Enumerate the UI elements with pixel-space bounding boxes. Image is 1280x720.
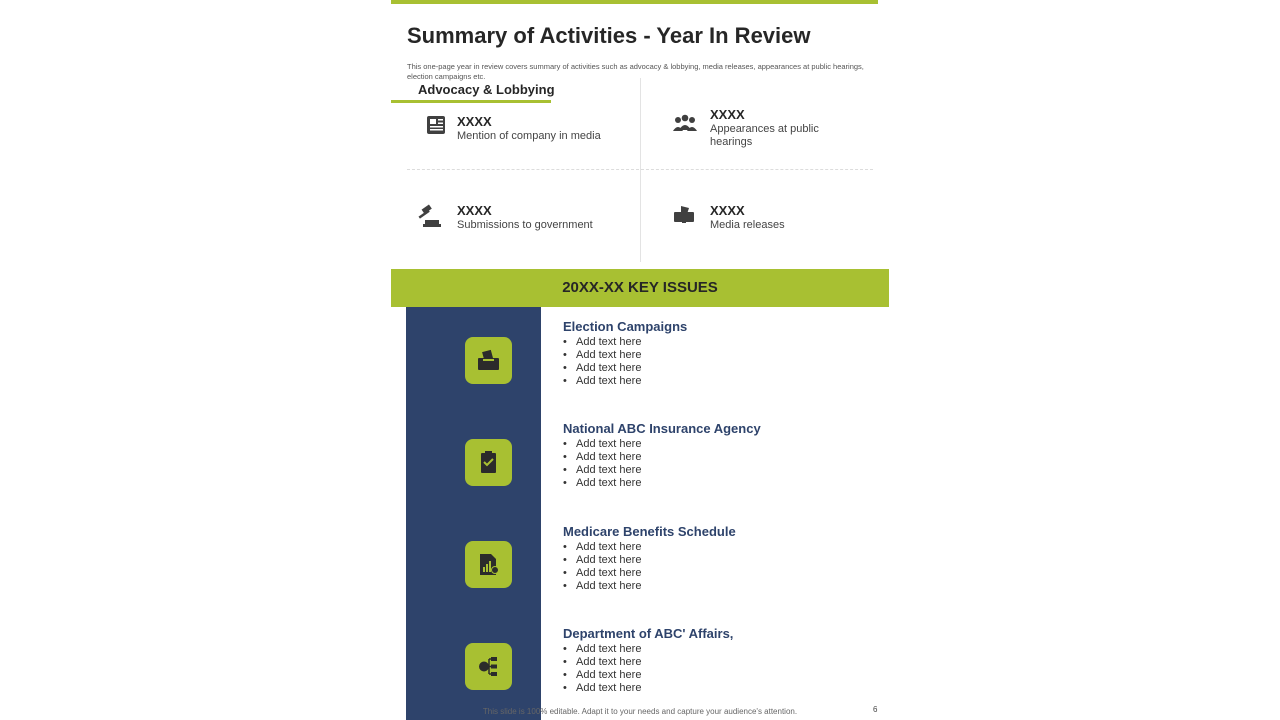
top-accent-bar xyxy=(391,0,878,4)
list-item: • Add text here xyxy=(563,643,883,656)
stat-label: Appearances at public hearings xyxy=(710,123,819,148)
issue-medicare-schedule xyxy=(563,524,883,593)
advocacy-underline xyxy=(391,100,551,103)
people-group-icon xyxy=(670,113,700,135)
network-gear-icon xyxy=(465,643,512,690)
stat-value: XXXX xyxy=(710,107,745,122)
list-item: • Add text here xyxy=(563,438,883,451)
stat-value: XXXX xyxy=(457,203,492,218)
intro-text: This one-page year in review covers summary of activities such as advocacy & lobbying, media releases, appearances at public hearings, election campaigns etc. xyxy=(407,62,864,81)
stat-label: Media releases xyxy=(710,219,785,231)
list-item: • Add text here xyxy=(563,580,883,593)
gavel-icon xyxy=(416,203,446,229)
page-title: Summary of Activities - Year In Review xyxy=(407,23,811,48)
list-item: • Add text here xyxy=(563,682,883,695)
issue-title: Election Campaigns xyxy=(563,319,688,334)
clipboard-check-icon xyxy=(465,439,512,486)
list-item: • Add text here xyxy=(563,464,883,477)
list-item: • Add text here xyxy=(563,336,883,349)
advocacy-heading: Advocacy & Lobbying xyxy=(418,82,555,97)
stat-label: Mention of company in media xyxy=(457,130,601,142)
document-page xyxy=(391,0,889,720)
list-item: • Add text here xyxy=(563,451,883,464)
key-issues-side-panel xyxy=(406,307,541,720)
list-item: • Add text here xyxy=(563,669,883,682)
issue-bullets xyxy=(563,643,883,695)
list-item: • Add text here xyxy=(563,541,883,554)
list-item: • Add text here xyxy=(563,349,883,362)
list-item: • Add text here xyxy=(563,362,883,375)
ballot-box-icon xyxy=(465,337,512,384)
page-number: 6 xyxy=(873,705,878,714)
list-item: • Add text here xyxy=(563,554,883,567)
issue-department-affairs xyxy=(563,626,883,695)
document-chart-icon xyxy=(465,541,512,588)
list-item: • Add text here xyxy=(563,567,883,580)
issue-bullets xyxy=(563,438,883,490)
issue-bullets xyxy=(563,336,883,388)
issue-insurance-agency xyxy=(563,421,883,490)
issue-title: National ABC Insurance Agency xyxy=(563,421,761,436)
footer-note: This slide is 100% editable. Adapt it to your needs and capture your audience's attention. xyxy=(482,707,798,716)
issue-title: Medicare Benefits Schedule xyxy=(563,524,736,539)
megaphone-icon xyxy=(673,203,695,225)
issue-title: Department of ABC' Affairs, xyxy=(563,626,734,641)
stat-value: XXXX xyxy=(710,203,745,218)
list-item: • Add text here xyxy=(563,375,883,388)
issue-election-campaigns xyxy=(563,319,883,388)
stat-value: XXXX xyxy=(457,114,492,129)
issue-bullets xyxy=(563,541,883,593)
key-issues-banner xyxy=(391,269,889,307)
list-item: • Add text here xyxy=(563,477,883,490)
newspaper-icon xyxy=(425,114,447,136)
stat-label: Submissions to government xyxy=(457,219,593,231)
list-item: • Add text here xyxy=(563,656,883,669)
stats-divider-horizontal xyxy=(407,169,873,171)
key-issues-title: 20XX-XX KEY ISSUES xyxy=(562,279,718,296)
